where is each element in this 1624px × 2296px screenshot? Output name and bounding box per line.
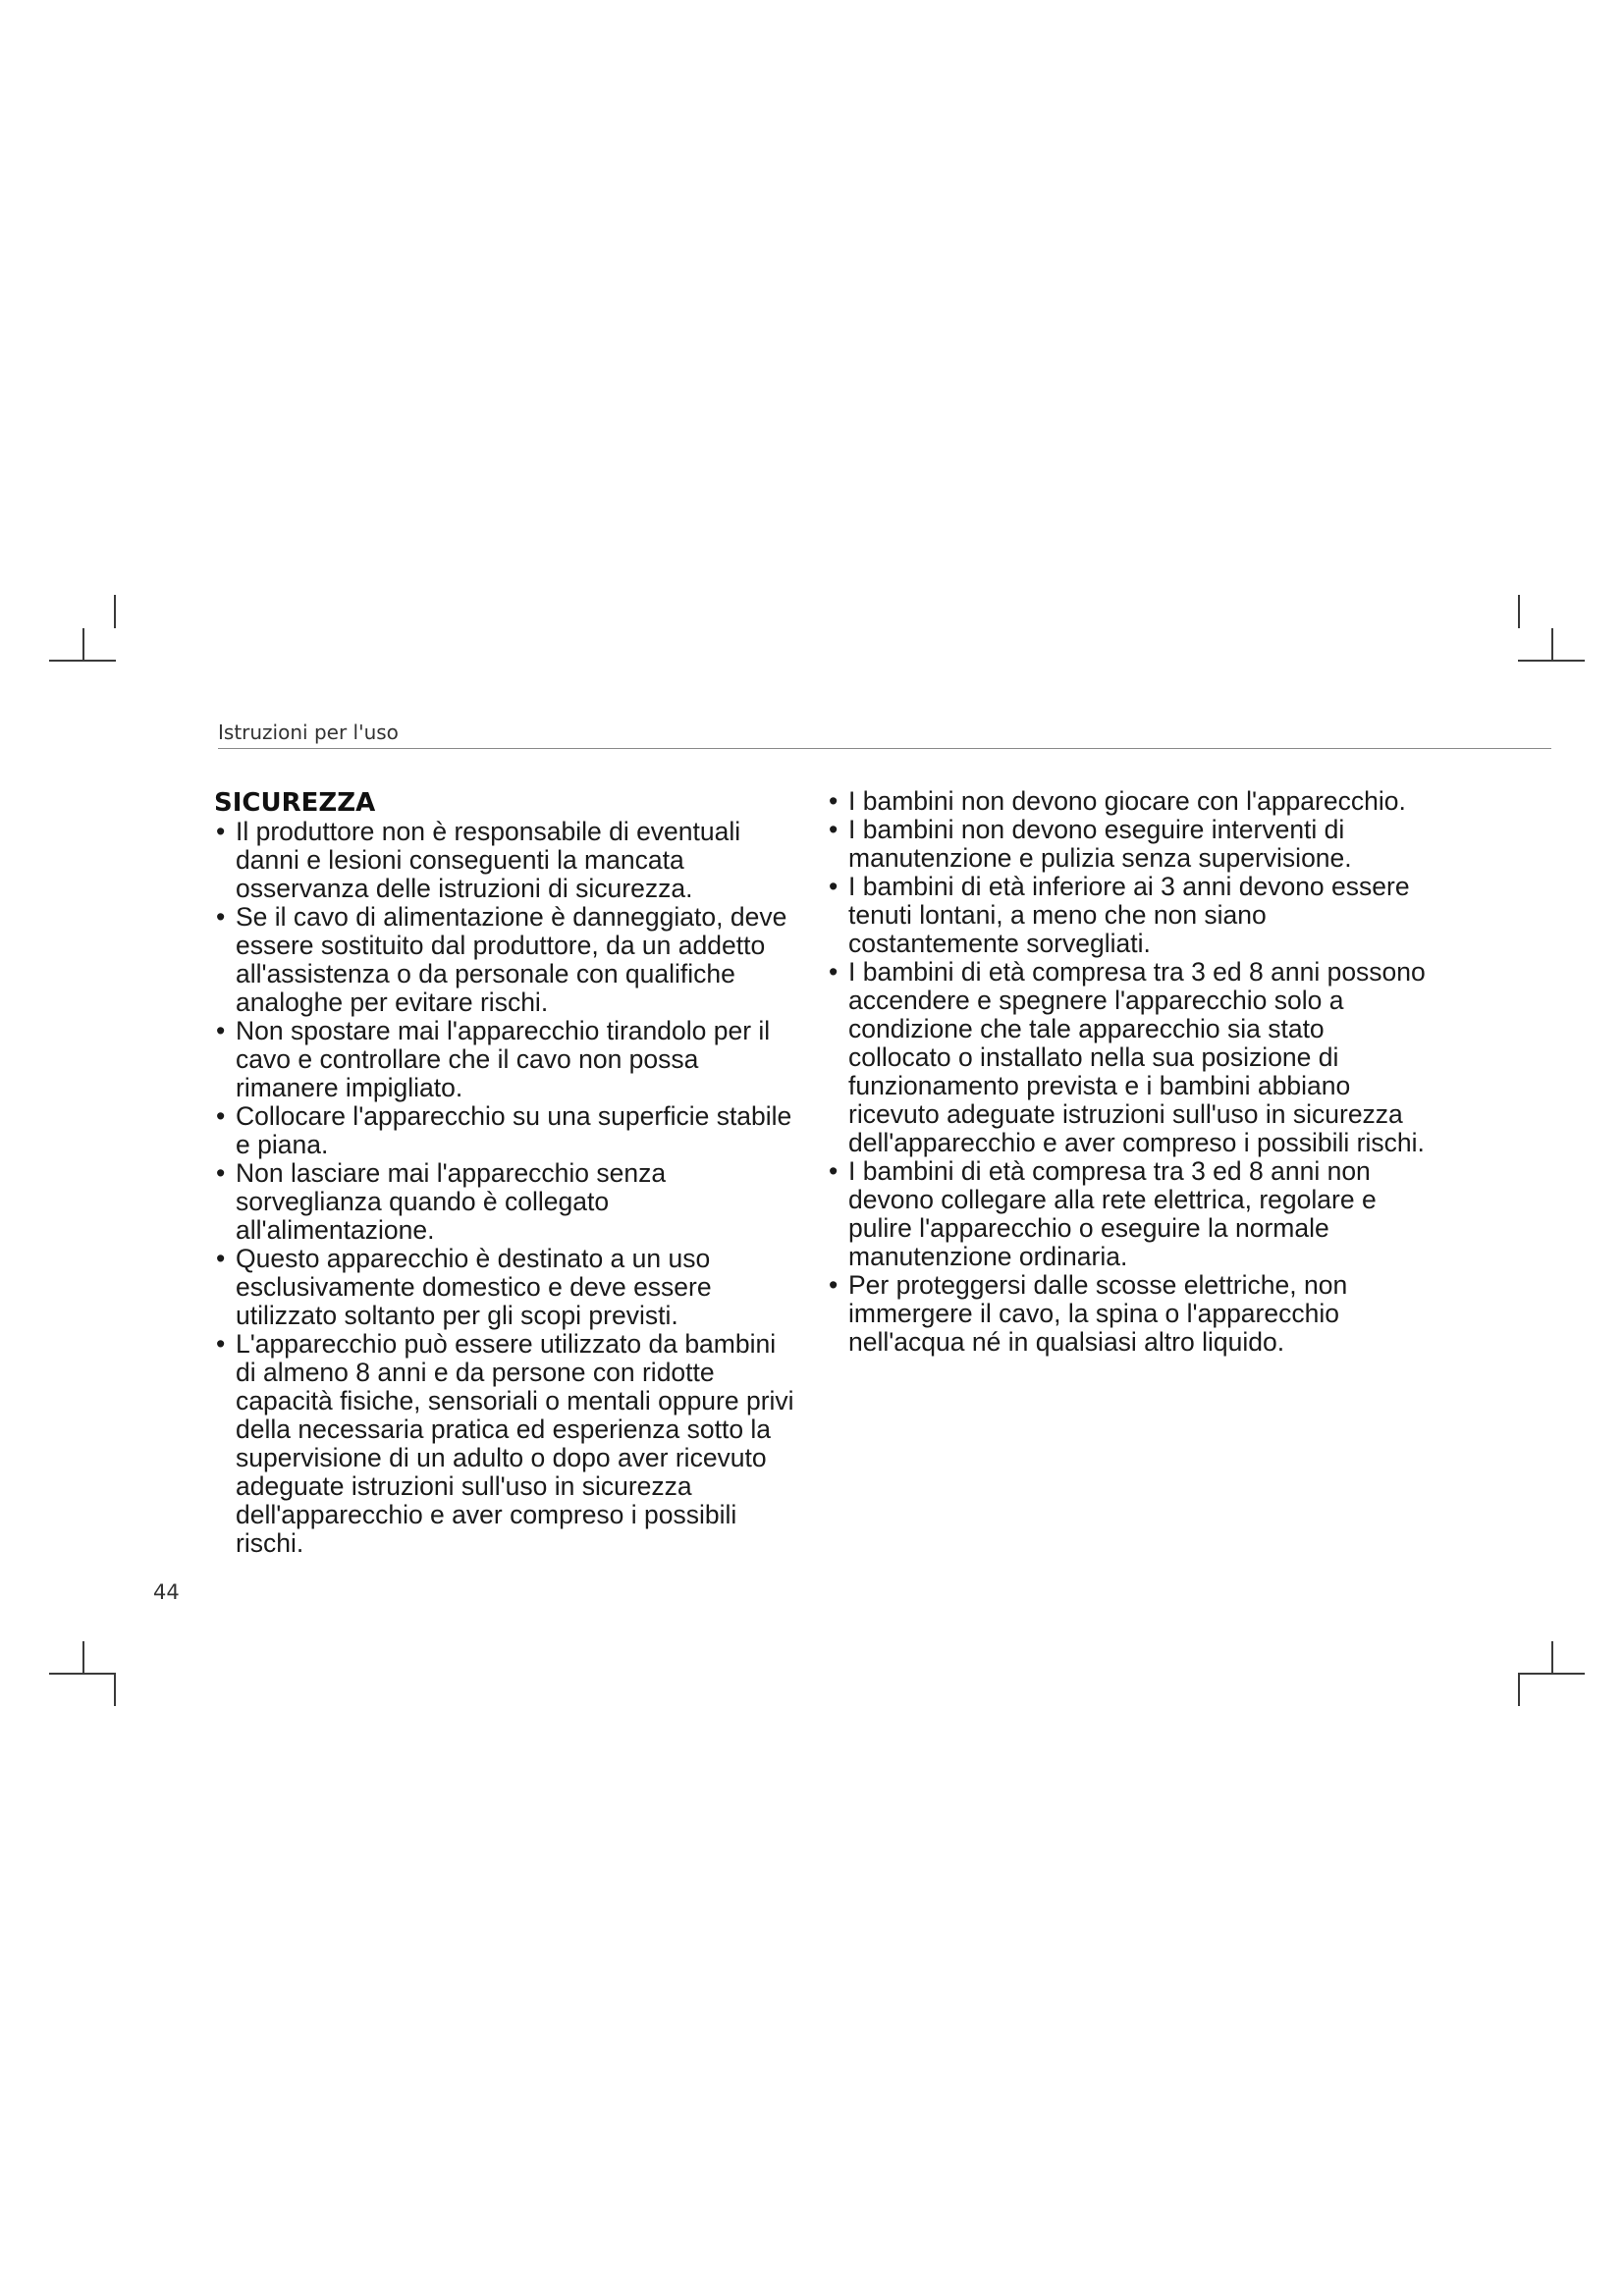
list-item: • I bambini di età compresa tra 3 ed 8 anni non devono collegare alla rete elettrica, regolare e pulire l'apparecchio o eseguire la normale manutenzione ordinaria. [829, 1156, 1377, 1271]
list-item: • Per proteggersi dalle scosse elettriche, non immergere il cavo, la spina o l'apparecchio nell'acqua né in qualsiasi altro liquido. [829, 1270, 1348, 1357]
page-number: 44 [153, 1580, 180, 1604]
running-header: Istruzioni per l'uso [218, 721, 399, 744]
crop-mark-top-right-stub [1551, 628, 1553, 660]
header-rule [218, 748, 1551, 749]
list-item: • I bambini non devono giocare con l'apparecchio. [829, 786, 1406, 816]
list-item: • L'apparecchio può essere utilizzato da bambini di almeno 8 anni e da persone con ridotte capacità fisiche, sensoriali o mentali oppure privi della necessaria pratica ed esperienza sotto la supervisione di un adulto o dopo aver ricevuto adeguate istruzioni sull'uso in sicurezza dell'apparecchio e aver compreso i possibili rischi. [216, 1329, 794, 1558]
crop-mark-bottom-right-stub [1551, 1641, 1553, 1673]
list-item: • Questo apparecchio è destinato a un uso esclusivamente domestico e deve essere utilizzato soltanto per gli scopi previsti. [216, 1244, 712, 1330]
right-bullet-list [827, 787, 1426, 1357]
crop-mark-top-left-vertical [114, 595, 116, 628]
list-item: • Non spostare mai l'apparecchio tirandolo per il cavo e controllare che il cavo non possa rimanere impigliato. [216, 1016, 771, 1102]
left-column [214, 787, 803, 1558]
crop-mark-bottom-right-vertical [1518, 1675, 1520, 1706]
list-item: • Non lasciare mai l'apparecchio senza sorveglianza quando è collegato all'alimentazione. [216, 1158, 667, 1245]
list-item: • I bambini non devono eseguire interventi di manutenzione e pulizia senza supervisione. [829, 815, 1352, 873]
crop-mark-bottom-right-horizontal [1518, 1673, 1585, 1675]
left-bullet-list [214, 818, 803, 1558]
crop-mark-top-left-horizontal [49, 660, 116, 662]
crop-mark-top-right-vertical [1518, 595, 1520, 628]
crop-mark-bottom-left-horizontal [49, 1673, 116, 1675]
section-title: SICUREZZA [214, 788, 376, 818]
list-item: • Il produttore non è responsabile di eventuali danni e lesioni conseguenti la mancata osservanza delle istruzioni di sicurezza. [216, 817, 741, 903]
list-item: • Collocare l'apparecchio su una superficie stabile e piana. [216, 1101, 792, 1159]
list-item: • Se il cavo di alimentazione è danneggiato, deve essere sostituito dal produttore, da un addetto all'assistenza o da personale con qualifiche analoghe per evitare rischi. [216, 902, 787, 1017]
crop-mark-bottom-left-stub [82, 1641, 84, 1673]
crop-mark-top-right-horizontal [1518, 660, 1585, 662]
crop-mark-bottom-left-vertical [114, 1675, 116, 1706]
crop-mark-top-left-stub [82, 628, 84, 660]
list-item: • I bambini di età compresa tra 3 ed 8 anni possono accendere e spegnere l'apparecchio solo a condizione che tale apparecchio sia stato collocato o installato nella sua posizione di funzionamento prevista e i bambini abbiano ricevuto adeguate istruzioni sull'uso in sicurezza dell'apparecchio e aver compreso i possibili rischi. [829, 957, 1426, 1157]
right-column [827, 787, 1426, 1357]
list-item: • I bambini di età inferiore ai 3 anni devono essere tenuti lontani, a meno che non siano costantemente sorvegliati. [829, 872, 1410, 958]
